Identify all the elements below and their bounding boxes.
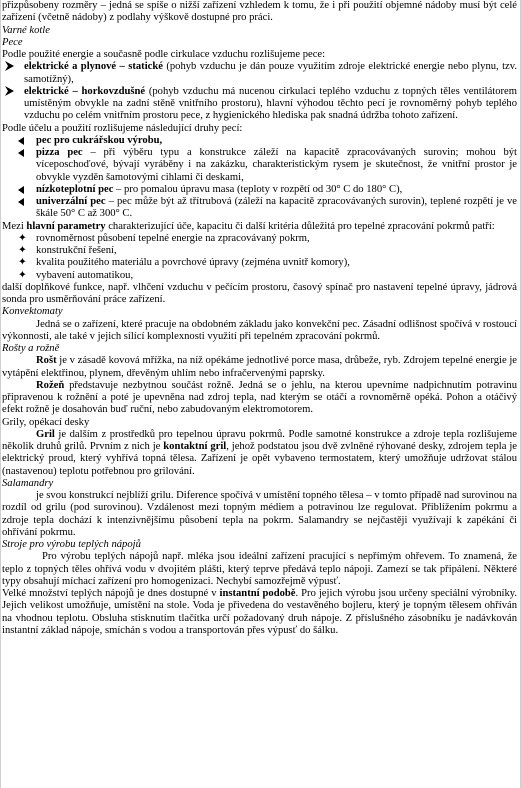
item-term: univerzální pec: [36, 196, 106, 207]
napoje-paragraph-2: [2, 588, 517, 637]
list-item: [2, 270, 517, 282]
napoje-rest: . Pro jejich výrobu jsou určeny speciální výrobníky. Jejich velikost umožňuje, umístění na stole. Voda je přivedena do vestavěného bojleru, který je topným tělesem ohříván na vhodnou teplotu. Obsluha stisknutím tlačítka určí požadovaný druh nápoje. Z příslušného zásobníku je nadávkován instantní základ nápoje, smíchán s vodou a transportován přes výpusť do šálku.: [2, 588, 517, 636]
params-intro: [2, 221, 517, 233]
section-heading-grily: Grily, opékací desky: [2, 416, 90, 428]
list-item: [2, 196, 517, 221]
item-term: elektrické a plynové – statické: [24, 61, 163, 73]
list-item: [2, 61, 517, 86]
list-item: [2, 86, 517, 123]
arrow-bullet-icon: [2, 61, 16, 74]
diamond-bullet-icon: ✦: [18, 257, 27, 269]
list-item: [2, 233, 517, 245]
params-term: hlavní parametry: [26, 220, 106, 232]
item-text: – pro pomalou úpravu masa (teploty v rozpětí od 30° C do 180° C),: [113, 183, 403, 195]
item-text: vybavení automatikou,: [36, 269, 134, 281]
oven-purpose-list: [2, 135, 517, 221]
item-term: nízkoteplotní pec: [36, 183, 114, 195]
item-text: rovnoměrnost působení tepelné energie na zpracovávaný pokrm,: [36, 232, 310, 244]
diamond-bullet-icon: ✦: [18, 269, 27, 281]
instantni-term: instantní podobě: [219, 588, 296, 599]
section-heading-rosty: Rošty a rožně: [2, 343, 60, 354]
kontaktni-gril-term: kontaktní gril: [163, 441, 227, 452]
params-lead: Mezi: [2, 220, 27, 232]
purpose-intro: Podle účelu a použití rozlišujeme následující druhy pecí:: [2, 122, 243, 134]
item-text: konstrukční řešení,: [36, 245, 117, 256]
napoje-lead: Velké množství teplých nápojů je dnes dostupné v: [2, 588, 220, 599]
konvektomaty-text: Jedná se o zařízení, které pracuje na obdobném základu jako konvekční pec. Zásadní odlišnost spočívá v rostoucí výkonnosti, ale také v jejich sílící komplexnosti využití při tepelném zpracování pokrmů.: [2, 318, 517, 342]
list-item: [2, 257, 517, 269]
rozen-term: Rožeň: [36, 379, 65, 391]
section-heading-salamandry: Salamandry: [2, 477, 54, 489]
grily-paragraph: [2, 429, 517, 478]
section-heading-varne-kotle: Varné kotle: [2, 24, 50, 36]
list-item: [2, 147, 517, 184]
gril-term: Gril: [36, 428, 55, 440]
arrow-bullet-icon: [2, 86, 16, 99]
params-list: [2, 233, 517, 282]
section-heading-konvektomaty: Konvektomaty: [2, 306, 63, 318]
grily-text-2: , jehož podstatou jsou dvě zvlněné rýhované desky, zdrojem tepla je elektrický proud, který vyhřívá topná tělesa. Zařízení je opět vybaveno termostatem, který umožňuje udržovat stálou (nastavenou) teplotu potřebnou pro grilování.: [2, 441, 517, 477]
triangle-bullet-icon: [18, 149, 24, 161]
params-after: další doplňkové funkce, např. vlhčení vzduchu v pečícím prostoru, časový spínač pro nastavení tepelné úpravy, jádrová sonda pro usměrňování práce zařízení.: [2, 281, 517, 305]
pece-intro: Podle použité energie a současně podle cirkulace vzduchu rozlišujeme pece:: [2, 49, 326, 60]
rozen-text: představuje nezbytnou součást rožně. Jedná se o jehlu, na kterou upevníme nadpichnutím potravinu připravenou k rožnění a poté je upevněna nad zdroj tepla, nad kterým se otáčí a rovnoměrně opéká. Pohon a otáčivý efekt rožně je dosahován buď ruční, nebo zabudovaným elektromotorem.: [2, 379, 517, 416]
diamond-bullet-icon: ✦: [18, 245, 27, 256]
item-text: (pohyb vzduchu je dán pouze využitím zdroje elektrické energie nebo plynu, tzv. samotížný),: [24, 61, 517, 85]
napoje-paragraph-1: Pro výrobu teplých nápojů např. mléka jsou ideální zařízení pracující s nepřímým ohřevem. To znamená, že teplo z topných těles ohřívá vodu v dvojitém plášti, který teprve předává teplo nápoji. Zamezí se tak připálení. Některé typy obsahují míchací zařízení pro homogenizaci. Nechybí samozřejmě výpusť.: [2, 551, 517, 587]
rost-paragraph: [2, 355, 517, 380]
diamond-bullet-icon: ✦: [18, 232, 27, 244]
list-item: [2, 245, 517, 257]
section-heading-napoje: Stroje pro výrobu teplých nápojů: [2, 539, 141, 550]
item-text: – při výběru typu a konstrukce záleží na kapacitě zpracovávaných surovin; mohou být víceposchoďové, bývají vyráběny i na zakázku, charakteristickým rysem je skutečnost, že vnitřní prostor je obvykle vyzděn šamotovými cihlami či deskami,: [36, 147, 518, 183]
item-text: (pohyb vzduchu má nucenou cirkulaci teplého vzduchu z topných těles ventilátorem umístěným obvykle na zadní stěně vnitřního prostoru), hlavní výhodou těchto pecí je rovnoměrný pohyb teplého vzduchu po celém vnitřním prostoru pece, z hygienického hlediska pak snadná údržba tohoto zařízení.: [24, 85, 517, 122]
rost-term: Rošt: [36, 355, 57, 367]
grily-text-1: je dalším z prostředků pro tepelnou úpravu pokrmů. Podle samotné konstrukce a zdroje tepla rozlišujeme několik druhů grilů. Prvním z nich je: [2, 428, 517, 452]
rost-text: je v zásadě kovová mřížka, na níž opékáme jednotlivé porce masa, drůbeže, ryb. Zdrojem tepelné energie je vytápění elektřinou, plynem, dřevěným uhlím nebo infračervenými paprsky.: [2, 355, 517, 379]
item-text: kvalita použitého materiálu a povrchové úpravy (zejména uvnitř komory),: [36, 257, 350, 269]
list-item: [2, 135, 517, 147]
triangle-bullet-icon: [18, 198, 24, 210]
list-item: [2, 184, 517, 196]
item-term: pizza pec: [36, 147, 83, 158]
salamandry-text: je svou konstrukcí nejblíží grilu. Diference spočívá v umístění topného tělesa – v tomto případě nad surovinou na rozdíl od grilu (pod surovinou). Vzdálenost mezi topným médiem a potravinou lze regulovat. Přiblížením pokrmu a zdroje tepla dochází k intenzivnějšímu působení tepla na pokrm. Salamandry se nejčastěji využívají k zapékání či ohřívání pokrmu.: [2, 490, 517, 538]
item-text: – pec může být až třítrubová (záleží na kapacitě zpracovávaných surovin), teplené rozpětí je ve škále 50° C až 300° C.: [36, 196, 517, 220]
item-term: pec pro cukrářskou výrobu,: [36, 134, 163, 146]
oven-type-list: [2, 61, 517, 122]
item-term: elektrické – horkovzdušné: [24, 85, 146, 97]
intro-continuation: přizpůsobeny rozměry – jedná se spíše o nižší zařízení vzhledem k tomu, že i při použití objemné nádoby musí být celé zařízení (včetně nádoby) z podlahy výškově dostupné pro práci.: [2, 0, 517, 24]
params-rest: charakterizující úče, kapacitu či další kritéria důležitá pro tepelné zpracování pokrmů patří:: [105, 220, 495, 232]
rozen-paragraph: [2, 380, 517, 417]
subheading-pece: Pece: [2, 36, 23, 48]
